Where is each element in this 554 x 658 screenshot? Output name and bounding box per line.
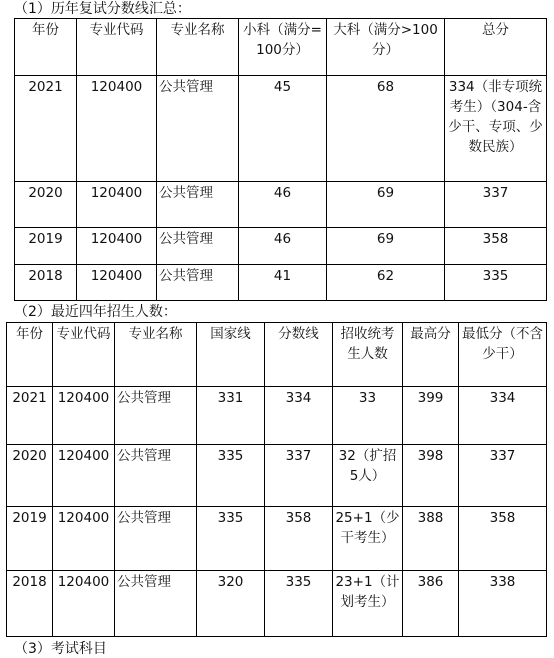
cell-major-code: 120400: [53, 507, 115, 571]
cell-major-code: 120400: [77, 76, 157, 182]
cell-year: 2021: [7, 387, 53, 445]
header-year: 年份: [7, 323, 53, 387]
cell-total-score: 358: [445, 228, 547, 265]
cell-cutoff-line: 334: [265, 387, 333, 445]
cell-major-code: 120400: [53, 387, 115, 445]
cell-total-score: 337: [445, 182, 547, 228]
section2-caption: （2）最近四年招生人数：: [14, 304, 177, 320]
cell-lowest-score: 334: [459, 387, 547, 445]
cell-major-subject: 69: [327, 182, 445, 228]
header-major-code: 专业代码: [77, 19, 157, 76]
cell-year: 2019: [7, 507, 53, 571]
cell-major-name: 公共管理: [115, 387, 197, 445]
cell-enrollment: 33: [333, 387, 403, 445]
cell-major-subject: 62: [327, 265, 445, 301]
cell-total-score: 335: [445, 265, 547, 301]
cell-enrollment: 25+1（少干考生）: [333, 507, 403, 571]
cell-major-code: 120400: [53, 445, 115, 507]
cell-highest-score: 398: [403, 445, 459, 507]
header-minor-subject: 小科（满分=100分）: [239, 19, 327, 76]
cell-major-name: 公共管理: [115, 507, 197, 571]
header-enrollment: 招收统考生人数: [333, 323, 403, 387]
table-row: [15, 182, 547, 228]
header-major-name: 专业名称: [157, 19, 239, 76]
header-major-name: 专业名称: [115, 323, 197, 387]
cell-lowest-score: 338: [459, 571, 547, 637]
cell-national-line: 320: [197, 571, 265, 637]
cell-major-code: 120400: [77, 182, 157, 228]
table-row: [15, 265, 547, 301]
header-total-score: 总分: [445, 19, 547, 76]
cell-year: 2021: [15, 76, 77, 182]
cell-cutoff-line: 358: [265, 507, 333, 571]
cell-cutoff-line: 335: [265, 571, 333, 637]
cell-major-code: 120400: [77, 228, 157, 265]
table-header-row: [15, 19, 547, 76]
table-row: [7, 507, 547, 571]
cell-major-name: 公共管理: [157, 228, 239, 265]
table-row: [7, 571, 547, 637]
cell-major-name: 公共管理: [115, 571, 197, 637]
header-cutoff-line: 分数线: [265, 323, 333, 387]
header-major-subject: 大科（满分>100分）: [327, 19, 445, 76]
cell-year: 2020: [15, 182, 77, 228]
cell-enrollment: 23+1（计划考生）: [333, 571, 403, 637]
enrollment-table: [6, 322, 547, 637]
cell-major-subject: 68: [327, 76, 445, 182]
header-major-code: 专业代码: [53, 323, 115, 387]
cell-minor-subject: 41: [239, 265, 327, 301]
cell-major-subject: 69: [327, 228, 445, 265]
cell-major-name: 公共管理: [157, 76, 239, 182]
cell-minor-subject: 45: [239, 76, 327, 182]
cell-national-line: 331: [197, 387, 265, 445]
cell-minor-subject: 46: [239, 182, 327, 228]
cell-major-code: 120400: [53, 571, 115, 637]
cell-major-name: 公共管理: [157, 265, 239, 301]
header-highest-score: 最高分: [403, 323, 459, 387]
cell-lowest-score: 337: [459, 445, 547, 507]
cell-highest-score: 388: [403, 507, 459, 571]
cell-major-name: 公共管理: [115, 445, 197, 507]
section3-caption: （3）考试科目: [14, 641, 107, 657]
table-row: [15, 228, 547, 265]
cell-year: 2018: [7, 571, 53, 637]
cell-year: 2019: [15, 228, 77, 265]
table-row: [15, 76, 547, 182]
cell-enrollment: 32（扩招5人）: [333, 445, 403, 507]
header-national-line: 国家线: [197, 323, 265, 387]
cell-minor-subject: 46: [239, 228, 327, 265]
cell-major-code: 120400: [77, 265, 157, 301]
cell-highest-score: 399: [403, 387, 459, 445]
cell-total-score: 334（非专项统考生）（304-含少干、专项、少数民族）: [445, 76, 547, 182]
section1-caption: （1）历年复试分数线汇总：: [14, 1, 191, 17]
cell-year: 2018: [15, 265, 77, 301]
table-header-row: [7, 323, 547, 387]
cell-major-name: 公共管理: [157, 182, 239, 228]
header-lowest-score: 最低分（不含少干）: [459, 323, 547, 387]
cutoff-scores-table: [14, 18, 547, 301]
cell-national-line: 335: [197, 445, 265, 507]
table-row: [7, 445, 547, 507]
cell-lowest-score: 358: [459, 507, 547, 571]
cell-national-line: 335: [197, 507, 265, 571]
cell-highest-score: 386: [403, 571, 459, 637]
cell-cutoff-line: 337: [265, 445, 333, 507]
header-year: 年份: [15, 19, 77, 76]
cell-year: 2020: [7, 445, 53, 507]
table-row: [7, 387, 547, 445]
